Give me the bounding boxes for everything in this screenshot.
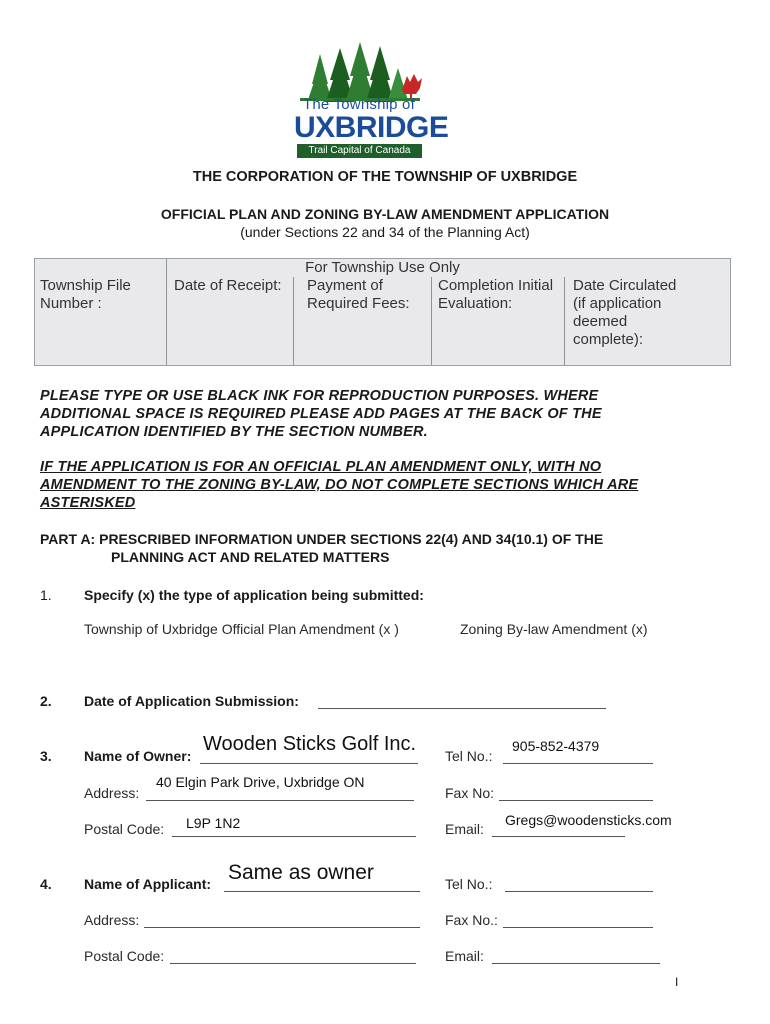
owner-tel-label: Tel No.: [445, 748, 493, 764]
cell-label: complete): [573, 331, 644, 348]
owner-fax-label: Fax No: [445, 785, 495, 801]
date-circulated-cell [573, 277, 676, 349]
notice-line: APPLICATION IDENTIFIED BY THE SECTION NUMBER. [40, 424, 428, 440]
q1-number: 1. [40, 587, 52, 603]
township-logo [286, 40, 449, 158]
owner-email-label: Email: [445, 821, 484, 837]
notice-line: PLEASE TYPE OR USE BLACK INK FOR REPRODUCTION PURPOSES. WHERE [40, 388, 599, 404]
zoning-bylaw-amendment-option[interactable]: Zoning By-law Amendment (x) [460, 621, 648, 637]
official-plan-warning [40, 458, 638, 512]
owner-email-field[interactable] [492, 836, 625, 837]
cell-label: Number : [40, 295, 102, 312]
warning-line: IF THE APPLICATION IS FOR AN OFFICIAL PLAN AMENDMENT ONLY, WITH NO [40, 459, 602, 475]
cell-label: deemed [573, 313, 628, 330]
ink-notice [40, 387, 602, 441]
cell-label: Date of Receipt: [174, 277, 282, 294]
cell-label: Evaluation: [438, 295, 513, 312]
office-use-caption: For Township Use Only [305, 259, 460, 276]
notice-line: ADDITIONAL SPACE IS REQUIRED PLEASE ADD PAGES AT THE BACK OF THE [40, 406, 602, 422]
applicant-postal-field[interactable] [170, 963, 416, 964]
part-a-heading: PART A: PRESCRIBED INFORMATION UNDER SECTIONS 22(4) AND 34(10.1) OF THE [40, 531, 604, 547]
cell-label: Date Circulated [573, 277, 677, 294]
payment-fees-cell [307, 277, 410, 313]
q2-number: 2. [40, 693, 52, 709]
owner-postal-label: Postal Code: [84, 821, 165, 837]
township-use-only-table [34, 258, 731, 366]
applicant-address-label: Address: [84, 912, 140, 928]
logo-tagline: Trail Capital of Canada [297, 144, 422, 158]
divider [166, 259, 167, 365]
q1-label: Specify (x) the type of application being submitted: [84, 587, 424, 603]
q4-number: 4. [40, 876, 52, 892]
owner-tel-field[interactable] [503, 763, 653, 764]
applicant-tel-field[interactable] [505, 891, 653, 892]
owner-address-label: Address: [84, 785, 140, 801]
divider [564, 277, 565, 365]
owner-name-field[interactable] [200, 763, 418, 764]
applicant-postal-label: Postal Code: [84, 948, 165, 964]
divider [431, 277, 432, 365]
logo-uxbridge: UXBRIDGE [294, 111, 449, 144]
cell-label: Required Fees: [307, 295, 410, 312]
date-of-receipt-cell [174, 277, 282, 295]
q3-number: 3. [40, 748, 52, 764]
applicant-email-field[interactable] [492, 963, 660, 964]
owner-postal-field[interactable] [172, 836, 416, 837]
corporation-heading: THE CORPORATION OF THE TOWNSHIP OF UXBRIDGE [192, 169, 578, 185]
owner-address-value: 40 Elgin Park Drive, Uxbridge ON [156, 774, 365, 790]
applicant-name-value: Same as owner [228, 861, 374, 884]
owner-fax-field[interactable] [499, 800, 653, 801]
page-number: I [675, 975, 679, 989]
logo-township-of: The Township of [303, 96, 415, 113]
divider [293, 277, 294, 365]
q3-owner-label: Name of Owner: [84, 748, 192, 764]
form-subtitle: (under Sections 22 and 34 of the Planning Act) [240, 224, 530, 240]
q2-label: Date of Application Submission: [84, 693, 299, 709]
owner-tel-value: 905-852-4379 [512, 738, 600, 754]
applicant-fax-field[interactable] [503, 927, 653, 928]
q4-applicant-label: Name of Applicant: [84, 876, 212, 892]
owner-email-value: Gregs@woodensticks.com [505, 812, 672, 828]
cell-label: Payment of [307, 277, 383, 294]
applicant-name-field[interactable] [224, 891, 420, 892]
township-file-number-cell [40, 277, 131, 313]
applicant-email-label: Email: [445, 948, 484, 964]
owner-name-value: Wooden Sticks Golf Inc. [203, 733, 417, 755]
applicant-address-field[interactable] [144, 927, 420, 928]
pine-trees-maple-leaf-icon [290, 40, 430, 102]
cell-label: Completion Initial [438, 277, 554, 294]
official-plan-amendment-option[interactable]: Township of Uxbridge Official Plan Amendment (x ) [84, 621, 399, 637]
cell-label: (if application [573, 295, 662, 312]
completion-evaluation-cell [438, 277, 553, 313]
warning-line: AMENDMENT TO THE ZONING BY-LAW, DO NOT COMPLETE SECTIONS WHICH ARE [40, 477, 639, 493]
form-title: OFFICIAL PLAN AND ZONING BY-LAW AMENDMENT APPLICATION [160, 206, 610, 222]
applicant-tel-label: Tel No.: [445, 876, 493, 892]
cell-label: Township File [40, 277, 131, 294]
owner-address-field[interactable] [146, 800, 414, 801]
warning-line: ASTERISKED [40, 495, 136, 511]
part-a-heading-cont: PLANNING ACT AND RELATED MATTERS [111, 549, 390, 565]
owner-postal-value: L9P 1N2 [186, 815, 241, 831]
applicant-fax-label: Fax No.: [445, 912, 498, 928]
submission-date-field[interactable] [318, 708, 606, 709]
